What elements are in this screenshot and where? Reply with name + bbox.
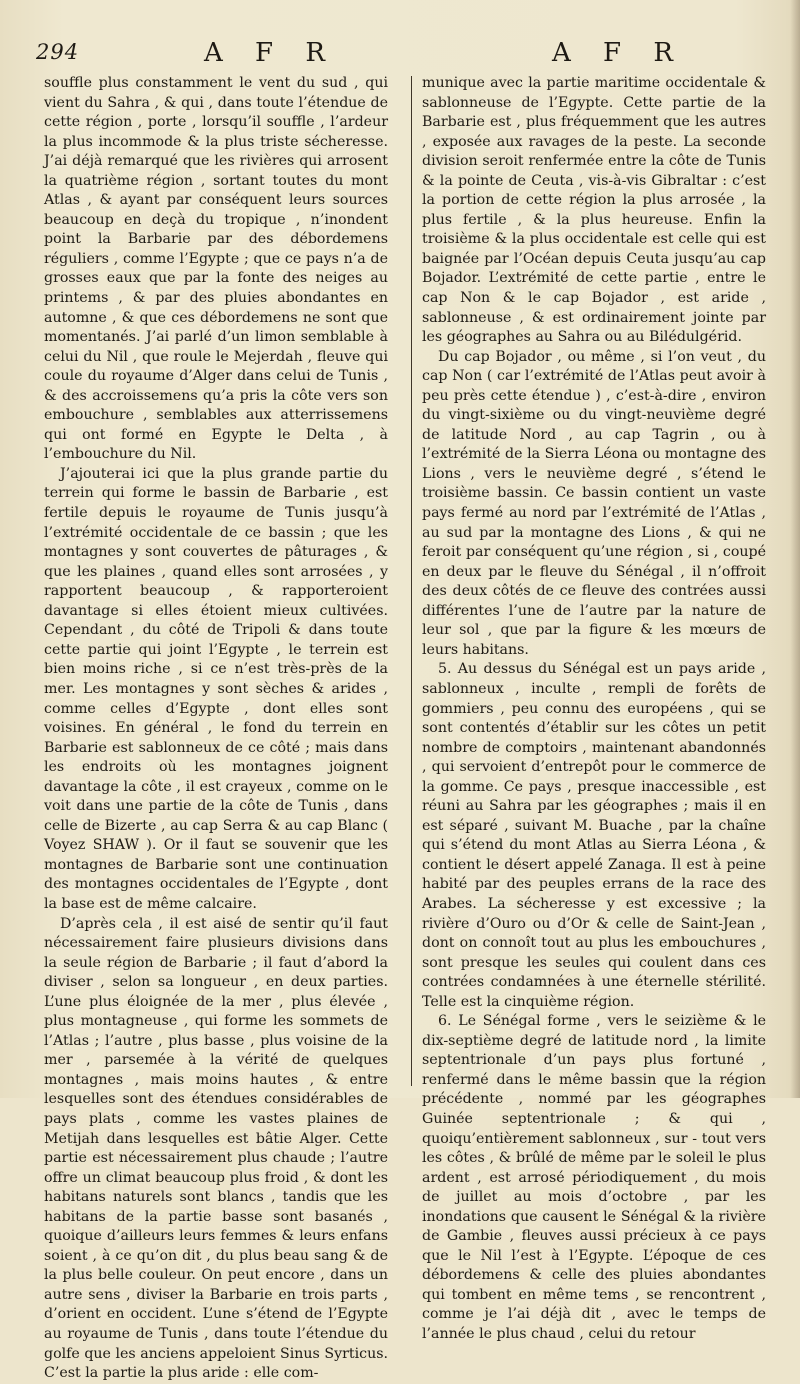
paragraph: 6. Le Sénégal forme , vers le seizième & le dix-septième degré de latitude nord , la limite septentrionale d’un pays plus fortuné , renfermé dans le même bassin que la région précédente , nommé par les géographes Guinée septentrionale ; & qui , quoiqu’entièrement sablonneux , sur - tout vers les côtes , & brûlé de même par le soleil le plus ardent , est arrosé périodiquement , du mois de juillet au mois d’octobre , par les inondations que causent le Sénégal & la rivière de Gambie , fleuves aussi précieux à ce pays que le Nil l’est à l’Egypte. L’époque de ces débordemens & celle des pluies abondantes qui tombent en même tems , se rencontrent , comme je l’ai déjà dit , avec le temps de l’année le plus chaud , celui du retour <box>422 1013 766 1342</box>
right-column <box>422 74 766 1345</box>
paragraph: munique avec la partie maritime occidentale & sablonneuse de l’Egypte. Cette partie de la Barbarie est , plus fréquemment que les autres , exposée aux ravages de la peste. La seconde division seroit renfermée entre la côte de Tunis & la pointe de Ceuta , vis-à-vis Gibraltar : c’est la portion de cette région la plus arrosée , la plus fertile , & la plus heureuse. Enfin la troisième & la plus occidentale est celle qui est baignée par l’Océan depuis Ceuta jusqu’au cap Bojador. L’extrémité de cette partie , entre le cap Non & le cap Bojador , est aride , sablonneuse , & est ordinairement jointe par les géographes au Sahra ou au Bilédulgérid. <box>422 75 766 346</box>
paragraph: Du cap Bojador , ou même , si l’on veut , du cap Non ( car l’extrémité de l’Atlas peut avoir à peu près cette étendue ) , c’est-à-dire , environ du vingt-sixième ou du vingt-neuvième degré de latitude Nord , au cap Tagrin , ou à l’extrémité de la Sierra Léona ou montagne des Lions , vers le neuvième degré , s’étend le troisième bassin. Ce bassin contient un vaste pays fermé au nord par l’extrémité de l’Atlas , au sud par la montagne des Lions , & qui ne feroit par conséquent qu’une région , si , coupé en deux par le fleuve du Sénégal , il n’offroit des deux côtés de ce fleuve des contrées aussi différentes l’une de l’autre par la nature de leur sol , que par la figure & les mœurs de leurs habitans. <box>422 348 766 658</box>
page-edge-shadow <box>790 0 800 1098</box>
page-number: 294 <box>36 40 80 64</box>
page-header <box>36 38 776 70</box>
paragraph: souffle plus constamment le vent du sud , qui vient du Sahra , & qui , dans toute l’étendue de cette région , porte , lorsqu’il souffle , l’ardeur la plus incommode & la plus triste sécheresse. J’ai déjà remarqué que les rivières qui arrosent la quatrième région , sortant toutes du mont Atlas , & ayant par conséquent leurs sources beaucoup en deçà du tropique , n’inondent point la Barbarie par des débordemens réguliers , comme l’Egypte ; que ce pays n’a de grosses eaux que par la fonte des neiges au printems , & par des pluies abondantes en automne , & que ces débordemens ne sont que momentanés. J’ai parlé d’un limon semblable à celui du Nil , que roule le Mejerdah , fleuve qui coule du royaume d’Alger dans celui de Tunis , & des accroissemens qu’a pris la côte vers son embouchure , semblables aux atterrissemens qui ont formé en Egypte le Delta , à l’embouchure du Nil. <box>44 75 388 463</box>
running-head-left: A F R <box>204 38 337 68</box>
running-head-right: A F R <box>552 38 685 68</box>
left-column <box>44 74 388 1384</box>
paragraph: 5. Au dessus du Sénégal est un pays aride , sablonneux , inculte , rempli de forêts de gommiers , peu connu des européens , qui se sont contentés d’établir sur les côtes un petit nombre de comptoirs , maintenant abandonnés , qui servoient d’entrepôt pour le commerce de la gomme. Ce pays , presque inaccessible , est réuni au Sahra par les géographes ; mais il en est séparé , suivant M. Buache , par la chaîne qui s’étend du mont Atlas au Sierra Léona , & contient le désert appelé Zanaga. Il est à peine habité par des peuples errans de la race des Arabes. La sécheresse y est excessive ; la rivière d’Ouro ou d’Or & celle de Saint-Jean , dont on connoît tout au plus les embouchures , sont presque les seules qui coulent dans ces contrées condamnées à une éternelle stérilité. Telle est la cinquième région. <box>422 661 766 1010</box>
column-divider <box>411 76 412 1086</box>
paragraph: D’après cela , il est aisé de sentir qu’il faut nécessairement faire plusieurs divisions dans la seule région de Barbarie ; il faut d’abord la diviser , selon sa longueur , en deux parties. L’une plus éloignée de la mer , plus élevée , plus montagneuse , qui forme les sommets de l’Atlas ; l’autre , plus basse , plus voisine de la mer , parsemée à la vérité de quelques montagnes , mais moins hautes , & entre lesquelles sont des étendues considérables de pays plats , comme les vastes plaines de Metijah dans lesquelles est bâtie Alger. Cette partie est nécessairement plus chaude ; l’autre offre un climat beaucoup plus froid , & dont les habitans naturels sont blancs , tandis que les habitans de la partie basse sont basanés , quoique d’ailleurs leurs femmes & leurs enfans soient , à ce qu’on dit , du plus beau sang & de la plus belle couleur. On peut encore , dans un autre sens , diviser la Barbarie en trois parts , d’orient en occident. L’une s’étend de l’Egypte au royaume de Tunis , dans toute l’étendue du golfe que les anciens appeloient Sinus Syrticus. C’est la partie la plus aride : elle com- <box>44 915 388 1382</box>
paragraph: J’ajouterai ici que la plus grande partie du terrein qui forme le bassin de Barbarie , est fertile depuis le royaume de Tunis jusqu’à l’extrémité occidentale de ce bassin ; que les montagnes y sont couvertes de pâturages , & que les plaines , quand elles sont arrosées , y rapportent beaucoup , & rapporteroient davantage si elles étoient mieux cultivées. Cependant , du côté de Tripoli & dans toute cette partie qui joint l’Egypte , le terrein est bien moins riche , si ce n’est très-près de la mer. Les montagnes y sont sèches & arides , comme celles d’Egypte , dont elles sont voisines. En général , le fond du terrein en Barbarie est sablonneux de ce côté ; mais dans les endroits où les montagnes joignent davantage la côte , il est crayeux , comme on le voit dans une partie de la côte de Tunis , dans celle de Bizerte , au cap Serra & au cap Blanc ( Voyez SHAW ). Or il faut se souvenir que les montagnes de Barbarie sont une continuation des montagnes occidentales de l’Egypte , dont la base est de même calcaire. <box>44 465 388 912</box>
